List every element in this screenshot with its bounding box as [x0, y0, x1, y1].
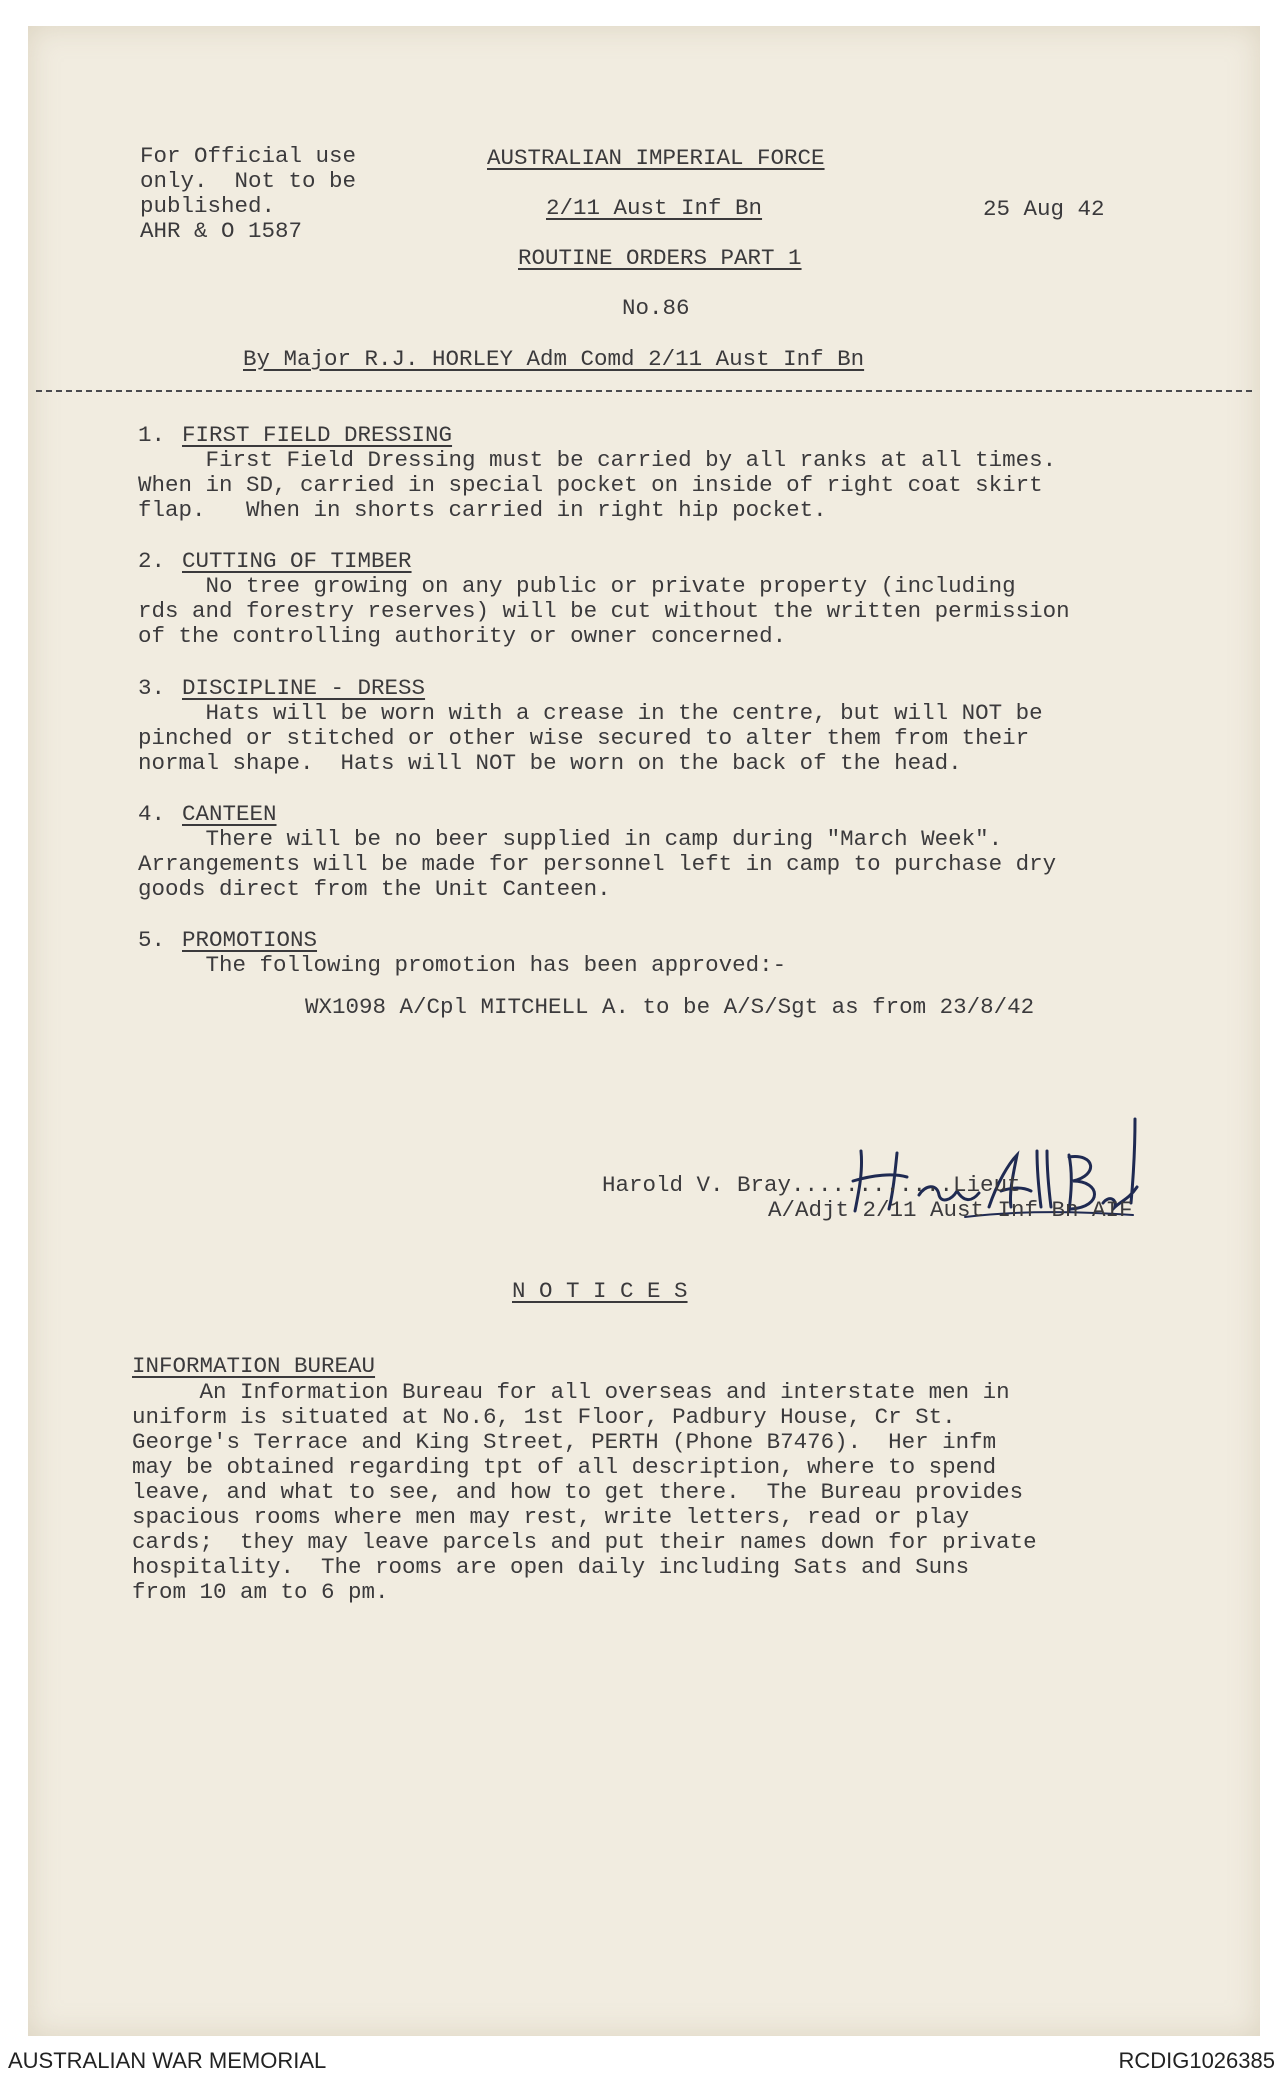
order-4-number: 4. [138, 801, 166, 827]
official-note-line-3: published. [140, 193, 276, 219]
footer-source: AUSTRALIAN WAR MEMORIAL [8, 2048, 327, 2073]
order-1-number: 1. [138, 422, 166, 448]
order-3-line-2: pinched or stitched or other wise secured to alter them from their [138, 725, 1030, 751]
issued-by: By Major R.J. HORLEY Adm Comd 2/11 Aust Inf Bn [243, 346, 865, 372]
force-title: AUSTRALIAN IMPERIAL FORCE [487, 145, 825, 171]
official-note-line-1: For Official use [140, 143, 357, 169]
order-2-heading: CUTTING OF TIMBER [182, 548, 412, 574]
order-2-line-1: No tree growing on any public or private property (including [138, 573, 1016, 599]
notice-heading: INFORMATION BUREAU [132, 1353, 376, 1379]
order-2-number: 2. [138, 548, 166, 574]
footer-id: RCDIG1026385 [1118, 2048, 1275, 2073]
document-page [28, 26, 1260, 2036]
official-note-line-4: AHR & O 1587 [140, 218, 303, 244]
order-3-line-1: Hats will be worn with a crease in the centre, but will NOT be [138, 700, 1043, 726]
notice-line-2: uniform is situated at No.6, 1st Floor, Padbury House, Cr St. [132, 1404, 956, 1430]
notice-line-6: spacious rooms where men may rest, write letters, read or play [132, 1504, 970, 1530]
order-4-heading: CANTEEN [182, 801, 277, 827]
order-1-line-3: flap. When in shorts carried in right hip pocket. [138, 497, 827, 523]
notice-line-7: cards; they may leave parcels and put their names down for private [132, 1529, 1037, 1555]
order-2-line-2: rds and forestry reserves) will be cut without the written permission [138, 598, 1070, 624]
orders-number: No.86 [622, 295, 690, 321]
order-5-detail: WX1098 A/Cpl MITCHELL A. to be A/S/Sgt as from 23/8/42 [305, 994, 1035, 1020]
signature-name: Harold V. Bray............Lieut [602, 1172, 1021, 1198]
notice-line-3: George's Terrace and King Street, PERTH (Phone B7476). Her infm [132, 1429, 997, 1455]
header-divider [36, 390, 1252, 392]
notices-title: N O T I C E S [512, 1278, 688, 1304]
order-5-line-1: The following promotion has been approved:- [138, 952, 787, 978]
official-note-line-2: only. Not to be [140, 168, 357, 194]
order-2-line-3: of the controlling authority or owner concerned. [138, 623, 787, 649]
order-4-line-1: There will be no beer supplied in camp during "March Week". [138, 826, 1003, 852]
order-5-heading: PROMOTIONS [182, 927, 318, 953]
order-1-line-1: First Field Dressing must be carried by all ranks at all times. [138, 447, 1057, 473]
order-5-number: 5. [138, 927, 166, 953]
unit-title: 2/11 Aust Inf Bn [546, 195, 763, 221]
orders-title: ROUTINE ORDERS PART 1 [518, 245, 802, 271]
notice-line-4: may be obtained regarding tpt of all description, where to spend [132, 1454, 997, 1480]
order-4-line-3: goods direct from the Unit Canteen. [138, 876, 611, 902]
notice-line-1: An Information Bureau for all overseas and interstate men in [132, 1379, 1010, 1405]
notice-line-5: leave, and what to see, and how to get there. The Bureau provides [132, 1479, 1024, 1505]
order-date: 25 Aug 42 [983, 196, 1105, 222]
order-3-number: 3. [138, 675, 166, 701]
order-1-heading: FIRST FIELD DRESSING [182, 422, 453, 448]
order-3-heading: DISCIPLINE - DRESS [182, 675, 426, 701]
order-4-line-2: Arrangements will be made for personnel left in camp to purchase dry [138, 851, 1057, 877]
notice-line-9: from 10 am to 6 pm. [132, 1579, 389, 1605]
order-1-line-2: When in SD, carried in special pocket on inside of right coat skirt [138, 472, 1043, 498]
signature-title: A/Adjt 2/11 Aust Inf Bn AIF [768, 1197, 1133, 1223]
notice-line-8: hospitality. The rooms are open daily including Sats and Suns [132, 1554, 970, 1580]
order-3-line-3: normal shape. Hats will NOT be worn on the back of the head. [138, 750, 962, 776]
